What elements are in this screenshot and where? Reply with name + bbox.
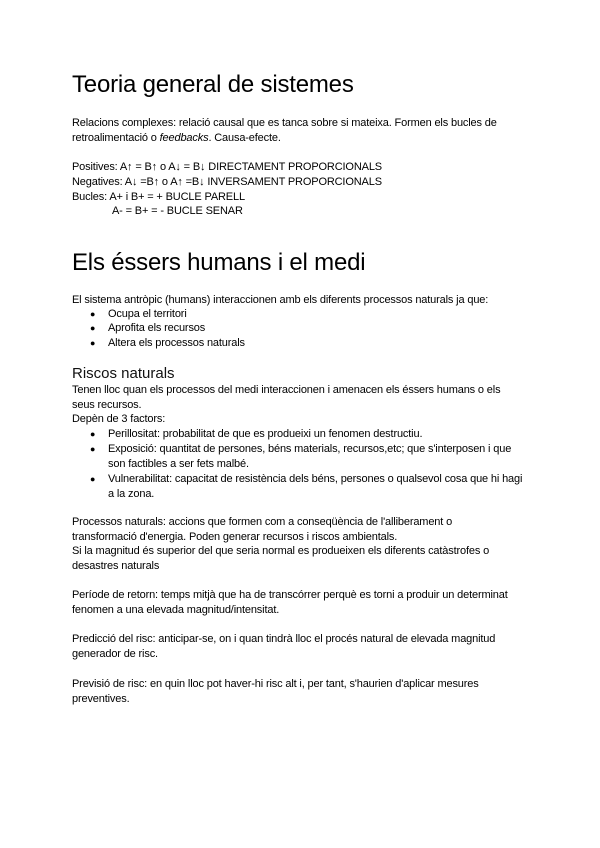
riscos-paragraph-1: Tenen lloc quan els processos del medi interaccionen i amenacen els éssers humans o els seus recursos. [72, 384, 501, 411]
list-item: Exposició: quantitat de persones, béns materials, recursos,etc; que s'interposen i que son factibles a ser fets malbé. [108, 443, 512, 470]
riscos-factors-intro: Depèn de 3 factors: [72, 413, 166, 425]
sistemes-intro-text: Relacions complexes: relació causal que es tanca sobre si mateixa. Formen els bucles de retroalimentació o [72, 117, 497, 144]
processos-paragraph-1: Processos naturals: accions que formen com a conseqüència de l'alliberament o transformació d'energia. Poden generar recursos i riscos ambientals. [72, 516, 453, 543]
sistemes-intro-paragraph [72, 116, 532, 145]
bullet-icon: ● [90, 309, 96, 319]
bullet-icon: ● [90, 323, 96, 333]
list-item: Altera els processos naturals [108, 337, 245, 349]
subsection-title-riscos: Riscos naturals [72, 365, 175, 382]
bullet-icon: ● [90, 444, 96, 454]
bullet-icon: ● [90, 338, 96, 348]
feedbacks-italic: feedbacks [159, 131, 209, 144]
positives-line: Positives: A↑ = B↑ o A↓ = B↓ DIRECTAMENT PROPORCIONALS [72, 161, 382, 173]
humans-intro: El sistema antròpic (humans) interaccionen amb els diferents processos naturals ja que: [72, 294, 489, 306]
list-item: Vulnerabilitat: capacitat de resistència dels béns, persones o qualsevol cosa que hi hagi a la zona. [108, 473, 523, 500]
processos-paragraph-2: Si la magnitud és superior del que seria normal es produeixen els diferents catàstrofes o desastres naturals [72, 545, 490, 572]
previsio-paragraph: Previsió de risc: en quin lloc pot haver-hi risc alt i, per tant, s'haurien d'aplicar mesures preventives. [72, 678, 479, 705]
negatives-line: Negatives: A↓ =B↑ o A↑ =B↓ INVERSAMENT PROPORCIONALS [72, 176, 382, 188]
bucles-line-2: A- = B+ = - BUCLE SENAR [112, 205, 243, 217]
periode-retorn-paragraph: Període de retorn: temps mitjà que ha de transcórrer perquè es torni a produir un determinat fenomen a una elevada magnitud/intensitat. [72, 589, 508, 616]
sistemes-intro-end: . Causa-efecte. [208, 131, 281, 144]
section-title-sistemes: Teoria general de sistemes [72, 71, 354, 98]
bullet-icon: ● [90, 429, 96, 439]
section-title-humans: Els éssers humans i el medi [72, 249, 366, 276]
bucles-line-1: Bucles: A+ i B+ = + BUCLE PARELL [72, 191, 245, 203]
list-item: Perillositat: probabilitat de que es produeixi un fenomen destructiu. [108, 428, 423, 440]
list-item: Ocupa el territori [108, 308, 187, 320]
bullet-icon: ● [90, 474, 96, 484]
prediccio-paragraph: Predicció del risc: anticipar-se, on i quan tindrà lloc el procés natural de elevada magnitud generador de risc. [72, 633, 496, 660]
list-item: Aprofita els recursos [108, 322, 206, 334]
